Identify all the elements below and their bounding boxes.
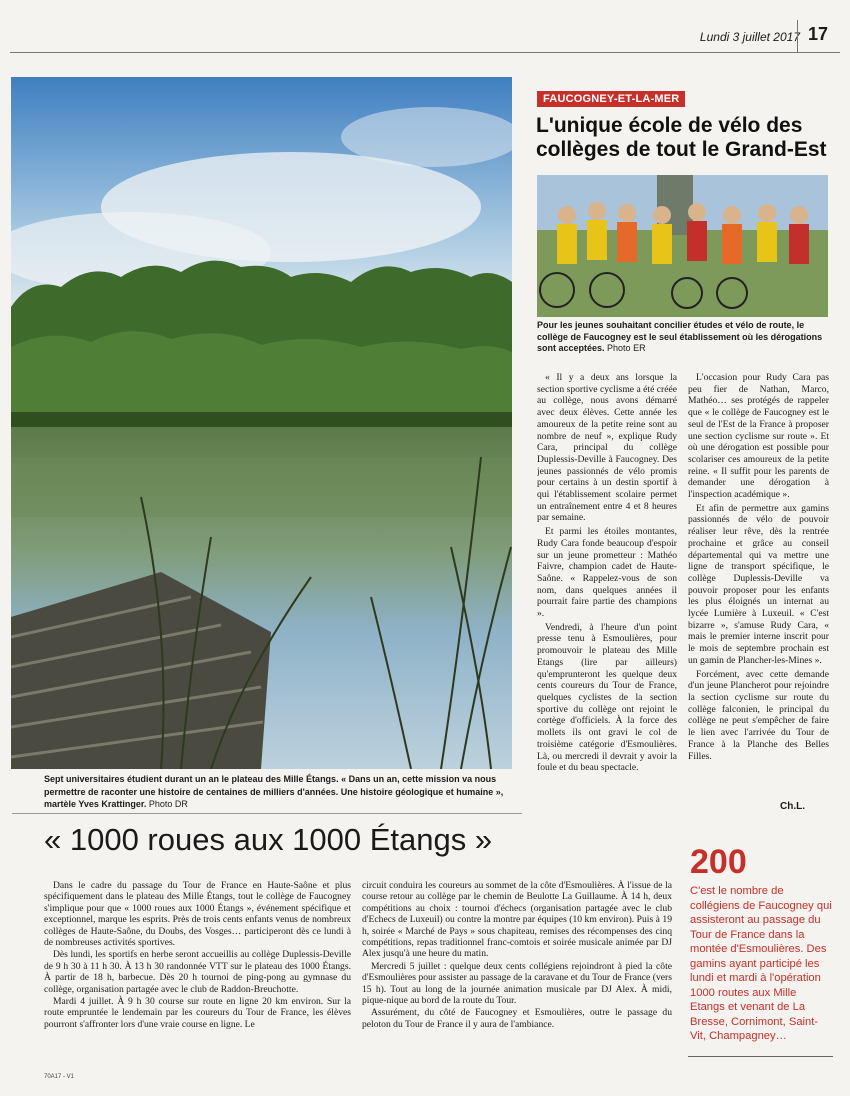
section-rule (12, 813, 522, 814)
page-reference: 70A17 - V1 (44, 1074, 75, 1080)
article-headline: L'unique école de vélo des collèges de tout le Grand-Est (536, 114, 827, 161)
stat-number: 200 (690, 843, 747, 881)
paragraph: Et afin de permettre aux gamins passionnés de vélo de pouvoir réaliser leur rêve, dès la rentrée prochaine et grâce au conseil départemental qui va mettre une ligne de transport spécifique, le collège Duplessis-Deville va pouvoir proposer pour les enfants les plus éloignés un internat au lycée Lumière à Luxeuil. « C'est bizarre », s'amuse Rudy Cara, « mais le premier interne inscrit pour le mois de septembre prochain est un gamin de Plancher-les-Mines ». (688, 502, 829, 666)
cyclists-caption-text: Pour les jeunes souhaitant concilier études et vélo de route, le collège de Faucogney est le seul établissement où les dérogations sont acceptées. (537, 320, 823, 353)
main-photo-caption (44, 773, 514, 811)
paragraph: Dans le cadre du passage du Tour de France en Haute-Saône et plus spécifiquement dans le plateau des Mille Étangs, tout le collège de Faucogney s'implique pour que « 1000 roues aux 1000 Étangs », événement spécifique et exceptionnel, marque les esprits. Près de trois cents enfants venus de nombreux collèges de Haute-Saône, du Doubs, des Vosges… participeront dès ce lundi à de nombreuses activités sportives. (44, 880, 351, 949)
paragraph: « Il y a deux ans lorsque la section sportive cyclisme a été créée au collège, nous avons démarré avec deux élèves. Cette année les amoureux de la petite reine sont au nombre de neuf », explique Rudy Cara, principal du collège Duplessis-Deville à Faucogney. Des jeunes passionnés de vélo promis pour certains à un destin sportif à qui l'établissement scolaire permet un entraînement entre 4 et 8 heures par semaine. (537, 372, 677, 524)
paragraph: L'occasion pour Rudy Cara pas peu fier de Nathan, Marco, Mathéo… ses protégés de rappeler que « le collège de Faucogney est le seul de l'Est de la France à proposer une section cyclisme sur route ». Et où une dérogation est possible pour scolariser ces amoureux de la petite reine. « Il suffit pour les parents de demander une dérogation à l'inspection académique ». (688, 372, 829, 501)
lake-photo (11, 77, 512, 769)
cyclists-photo-credit: Photo ER (607, 343, 646, 353)
article-kicker: FAUCOGNEY-ET-LA-MER (537, 91, 685, 107)
paragraph: Assurément, du côté de Faucogney et Esmoulières, outre le passage du peloton du Tour de France il y aura de l'ambiance. (362, 1007, 672, 1030)
stat-description: C'est le nombre de collégiens de Faucogney qui assisteront au passage du Tour de France dans la montée d'Esmoulières. Des gamins ayant participé les lundi et mardi à l'opération 1000 routes aux Mille Etangs et venant de La Bresse, Cornimont, Saint-Vit, Champagney… (690, 885, 832, 1042)
bottom-article-title: « 1000 roues aux 1000 Étangs » (44, 822, 493, 857)
paragraph: Dès lundi, les sportifs en herbe seront accueillis au collège Duplessis-Deville de 9 h 30 à 11 h 30. À 13 h 30 randonnée VTT sur le plateau des 1000 Étangs. À partir de 18 h, barbecue. Dès 20 h tournoi de ping-pong au gymnase du collège, organisation partagée avec le club de Raddon-Breuchotte. (44, 949, 351, 995)
paragraph: Mardi 4 juillet. À 9 h 30 course sur route en ligne 20 km environ. Sur la route empruntée le lendemain par les coureurs du Tour de France, les élèves pourront s'affronter lors d'une vraie course en ligne. Le (44, 996, 351, 1030)
paragraph: Forcément, avec cette demande d'un jeune Plancherot pour rejoindre la section cyclisme sur route du collège falconien, le principal du collège ne peut s'empêcher de faire le lien avec l'arrivée du Tour de France à la Planche des Belles Filles. (688, 668, 829, 762)
author-signature: Ch.L. (780, 801, 805, 812)
paragraph: Mercredi 5 juillet : quelque deux cents collégiens rejoindront à pied la côte d'Esmoulières pour assister au passage de la caravane et du Tour de France (vers 15 h). Tout au long de la journée animation musicale par DJ Alex. À midi, pique-nique au bord de la route du Tour. (362, 960, 672, 1007)
side-article-column-1 (537, 372, 677, 802)
page-number: 17 (807, 24, 828, 44)
header-rule (10, 52, 840, 53)
bottom-article-column-1 (44, 880, 351, 1068)
side-article-column-2 (688, 372, 829, 792)
paragraph: circuit conduira les coureurs au sommet de la côte d'Esmoulières. À l'issue de la course retour au collège par le chemin de Beulotte La Guillaume. À 14 h, deux compétitions au choix : tournoi d'échecs (organisation partagée avec le club d'Echecs de Luxeuil) ou contre la montre par équipes (10 km environ). Puis à 19 h, soirée « Marché de Pays » sous chapiteau, remises des récompenses des cinq compétitions, repas traditionnel franc-comtois et soirée musicale animée par DJ Alex jusqu'à une heure du matin. (362, 880, 672, 960)
cyclists-photo-caption (537, 320, 829, 355)
paragraph: Vendredi, à l'heure d'un point presse tenu à Esmoulières, pour promouvoir le plateau des Mille Etangs (lire par ailleurs) qu'emprunteront les quelque deux cents coureurs du Tour de France, quelques cyclistes de la section sportive du collège ont rejoint le cortège d'officiels. À la force des mollets ils ont gravi le col de troisième catégorie d'Esmoulières. Là, ou mercredi il devrait y avoir la foule et du beau spectacle. (537, 621, 677, 774)
stat-rule (688, 1056, 833, 1057)
cyclists-photo (537, 175, 828, 317)
main-photo-caption-text: Sept universitaires étudient durant un an le plateau des Mille Étangs. « Dans un an, cette mission va nous permettre de raconter une histoire de centaines de milliers d'années. Une histoire géologique et humaine », martèle Yves Krattinger. (44, 774, 504, 809)
paragraph: Et parmi les étoiles montantes, Rudy Cara fonde beaucoup d'espoir sur un jeune prometteur : Mathéo Faivre, champion cadet de Haute-Saône. « Rappelez-vous de son nom, dans quelques années il pourrait faire partie des champions ». (537, 526, 677, 620)
header-divider (797, 20, 798, 52)
issue-date: Lundi 3 juillet 2017 (699, 30, 800, 44)
bottom-article-column-2 (362, 880, 672, 1068)
main-photo-credit: Photo DR (148, 799, 188, 809)
